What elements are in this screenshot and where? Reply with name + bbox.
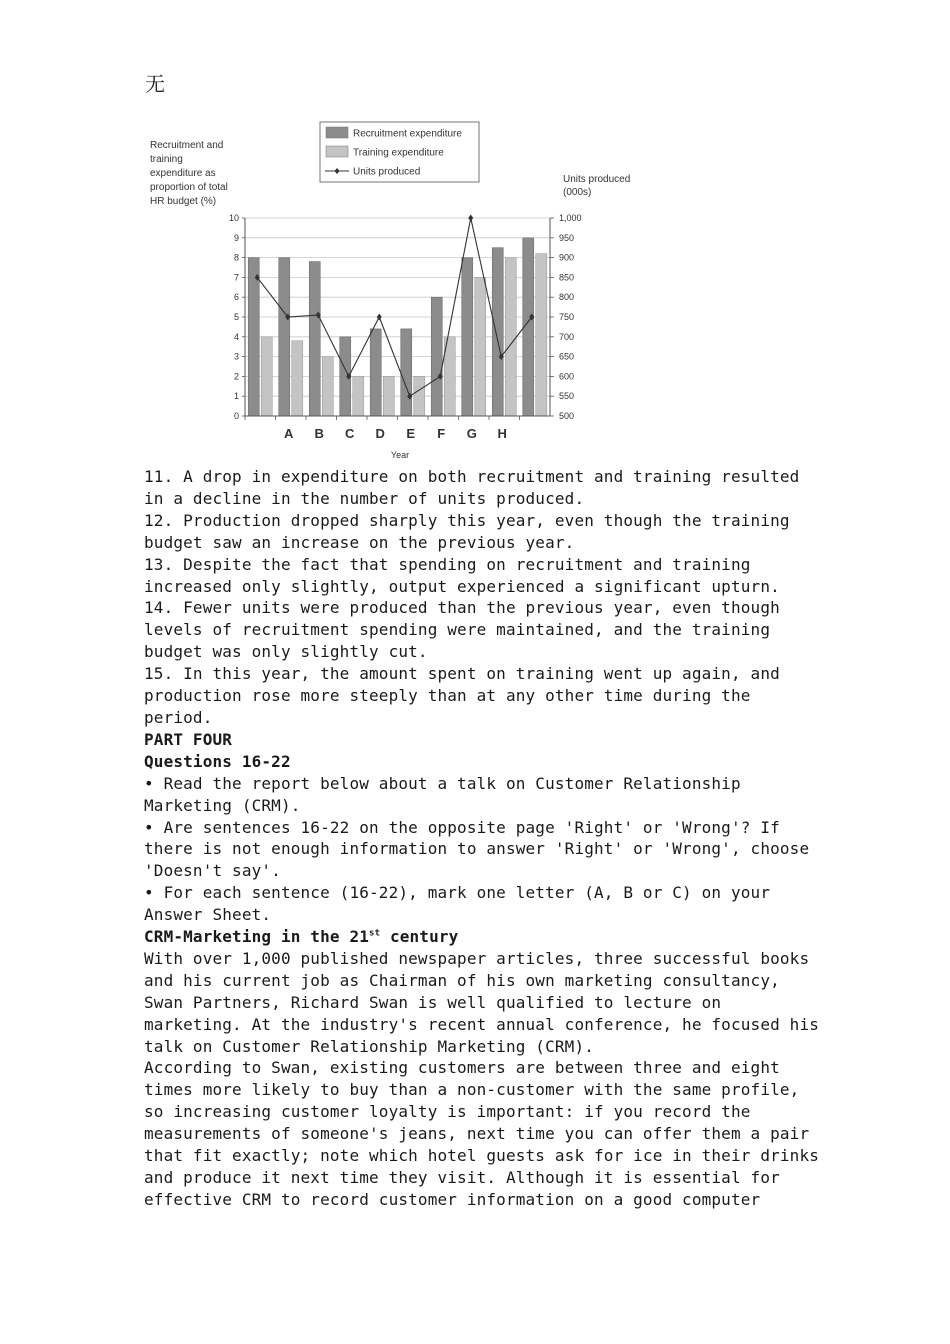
- article-title: [144, 926, 824, 948]
- bar-training: [536, 254, 547, 416]
- left-tick-label: 6: [233, 292, 239, 303]
- right-tick-label: 700: [559, 331, 575, 342]
- question-12: 12. Production dropped sharply this year, even though the training budget saw an increase on the previous year.: [144, 510, 790, 552]
- left-tick-label: 7: [233, 272, 239, 283]
- right-tick-label: 600: [559, 371, 575, 382]
- right-tick-label: 800: [559, 292, 575, 303]
- category-label: C: [345, 426, 355, 441]
- right-tick-label: 900: [559, 252, 575, 263]
- left-tick-label: 5: [233, 312, 239, 322]
- left-axis-label-line: HR budget (%): [150, 196, 217, 207]
- bar-recruitment: [279, 258, 290, 416]
- chart-figure: [145, 118, 655, 463]
- right-tick-label: 550: [559, 391, 575, 402]
- right-axis-label-line: (000s): [563, 187, 592, 198]
- question-11: 11. A drop in expenditure on both recruitment and training resulted in a decline in the number of units produced.: [144, 467, 800, 508]
- question-13: 13. Despite the fact that spending on recruitment and training increased only slightly, output experienced a significant upturn.: [144, 554, 780, 596]
- bar-recruitment: [401, 329, 412, 416]
- part-heading: PART FOUR: [144, 729, 233, 749]
- bar-training: [475, 277, 486, 416]
- bar-training: [322, 357, 333, 416]
- article-paragraph-1: With over 1,000 published newspaper articles, three successful books and his current job as Chairman of his own marketing consultancy, Swan Partners, Richard Swan is well qualified to lecture on marketing. At the industry's recent annual conference, he focused his talk on Customer Relationship Marketing (CRM).: [144, 948, 820, 1056]
- units-point: [468, 215, 473, 222]
- right-tick-label: 750: [559, 312, 575, 322]
- left-axis-label-line: expenditure as: [150, 168, 216, 179]
- instruction-3: • For each sentence (16-22), mark one letter (A, B or C) on your Answer Sheet.: [144, 883, 771, 925]
- left-tick-label: 1: [233, 391, 239, 402]
- left-tick-label: 2: [233, 371, 239, 382]
- category-label: H: [497, 426, 507, 441]
- bar-training: [353, 376, 364, 416]
- bar-recruitment: [248, 258, 259, 416]
- left-axis-label-line: training: [150, 154, 183, 165]
- bar-training: [292, 341, 303, 416]
- legend-label: Training expenditure: [353, 147, 444, 159]
- left-tick-label: 3: [233, 351, 239, 362]
- x-axis-label: Year: [390, 450, 410, 460]
- instruction-2: • Are sentences 16-22 on the opposite page 'Right' or 'Wrong'? If there is not enough information to answer 'Right' or 'Wrong', choose 'Doesn't say'.: [144, 817, 810, 881]
- article-title-superscript: st: [369, 928, 381, 939]
- left-tick-label: 8: [233, 252, 239, 263]
- document-body: [144, 466, 824, 1211]
- legend-label: Recruitment expenditure: [353, 128, 462, 140]
- right-tick-label: 850: [559, 272, 575, 283]
- left-tick-label: 4: [233, 331, 239, 342]
- category-label: A: [284, 426, 294, 441]
- category-label: B: [314, 426, 324, 441]
- questions-heading: Questions 16-22: [144, 751, 291, 771]
- legend-swatch-recruitment: [326, 127, 348, 138]
- left-tick-label: 10: [228, 213, 239, 223]
- bar-recruitment: [462, 258, 473, 416]
- left-tick-label: 0: [233, 411, 239, 421]
- article-paragraph-2: According to Swan, existing customers are between three and eight times more likely to buy than a non-customer with the same profile, so increasing customer loyalty is important: if you record the measurements of someone's jeans, next time you can offer them a pair that fit exactly; note which hotel guests ask for ice in their drinks and produce it next time they visit. Although it is essential for effective CRM to record customer information on a good computer: [144, 1058, 820, 1209]
- legend-label: Units produced: [353, 166, 421, 178]
- category-label: D: [375, 426, 385, 441]
- bar-training: [505, 258, 516, 416]
- bar-recruitment: [431, 297, 442, 416]
- bar-training: [261, 337, 272, 416]
- bar-training: [414, 376, 425, 416]
- left-axis-label-line: proportion of total: [150, 182, 228, 193]
- bar-recruitment: [370, 329, 381, 416]
- right-axis-label-line: Units produced: [563, 174, 631, 185]
- category-label: F: [437, 426, 446, 441]
- right-tick-label: 950: [559, 232, 575, 243]
- bar-training: [383, 376, 394, 416]
- article-title-end: century: [380, 927, 459, 947]
- left-axis-label-line: Recruitment and: [150, 140, 224, 151]
- category-label: E: [406, 426, 416, 441]
- question-14: 14. Fewer units were produced than the previous year, even though levels of recruitment spending were maintained, and the training budget was only slightly cut.: [144, 598, 780, 662]
- article-title-main: CRM-Marketing in the 21: [144, 927, 370, 947]
- right-tick-label: 650: [559, 351, 575, 362]
- question-15: 15. In this year, the amount spent on training went up again, and production rose more steeply than at any other time during the period.: [144, 664, 780, 727]
- right-tick-label: 1,000: [559, 213, 582, 223]
- bar-recruitment: [492, 248, 503, 416]
- chart-svg: [145, 118, 655, 463]
- header-character: 无: [145, 72, 165, 96]
- category-label: G: [466, 426, 477, 441]
- instruction-1: • Read the report below about a talk on Customer Relationship Marketing (CRM).: [144, 773, 741, 815]
- legend-swatch-training: [326, 146, 348, 157]
- left-tick-label: 9: [233, 232, 239, 243]
- bar-recruitment: [309, 262, 320, 416]
- right-tick-label: 500: [559, 411, 575, 421]
